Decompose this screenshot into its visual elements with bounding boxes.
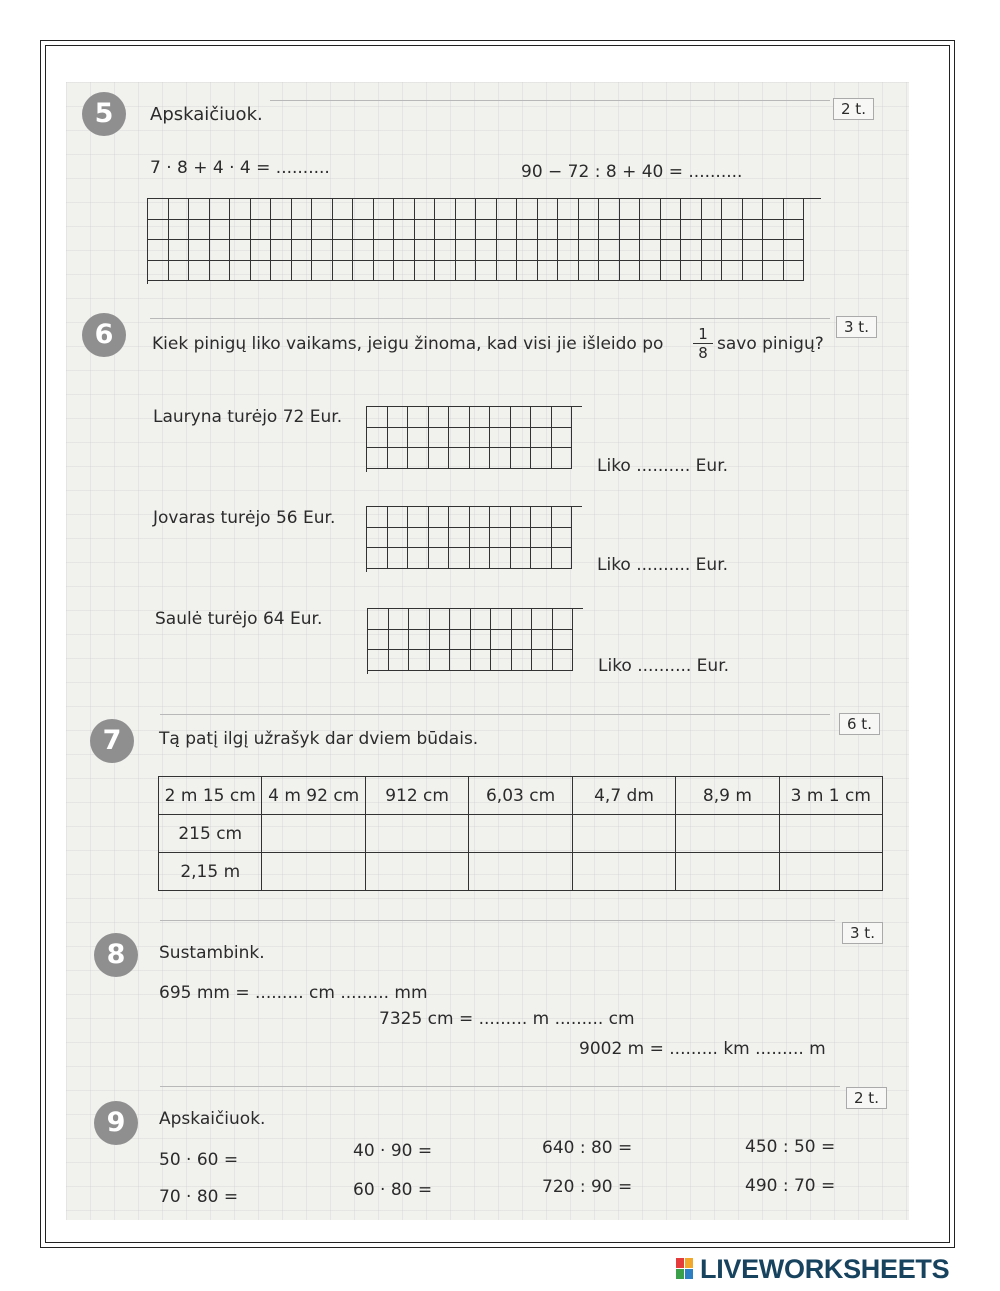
task-5-title: Apskaičiuok. <box>150 104 263 125</box>
task-9-expression[interactable]: 40 · 90 = <box>353 1141 433 1161</box>
liveworksheets-logo-text: LIVEWORKSHEETS <box>700 1254 950 1284</box>
answer-cell[interactable] <box>262 815 365 853</box>
answer-cell[interactable] <box>365 853 468 891</box>
task-9-expression[interactable]: 490 : 70 = <box>745 1176 836 1196</box>
task-6-row-3-grid[interactable] <box>367 608 583 674</box>
task-9-expression[interactable]: 720 : 90 = <box>542 1177 633 1197</box>
task-6-question-end: savo pinigų? <box>717 334 824 354</box>
task-6-row-2-grid[interactable] <box>366 506 582 572</box>
task-6-row-3-label: Saulė turėjo 64 Eur. <box>155 609 323 629</box>
task-6-row-1-answer[interactable]: Liko .......... Eur. <box>597 456 729 476</box>
task-9-expression[interactable]: 450 : 50 = <box>745 1137 836 1157</box>
task-9-title: Apskaičiuok. <box>159 1109 266 1129</box>
task-6-question: Kiek pinigų liko vaikams, jeigu žinoma, kad visi jie išleido po <box>152 334 664 354</box>
table-header-cell: 4,7 dm <box>572 777 675 815</box>
table-cell-example: 2,15 m <box>159 853 262 891</box>
task-8-rule <box>160 920 835 921</box>
table-cell-example: 215 cm <box>159 815 262 853</box>
liveworksheets-logo-icon <box>676 1258 694 1280</box>
answer-cell[interactable] <box>469 815 572 853</box>
table-header-cell: 912 cm <box>365 777 468 815</box>
answer-cell[interactable] <box>365 815 468 853</box>
task-6-number: 6 <box>82 313 126 357</box>
answer-cell[interactable] <box>676 815 779 853</box>
task-8-title: Sustambink. <box>159 943 265 963</box>
task-6-points: 3 t. <box>836 316 877 338</box>
answer-cell[interactable] <box>779 853 882 891</box>
fraction-numerator: 1 <box>698 325 708 343</box>
answer-cell[interactable] <box>572 853 675 891</box>
task-7-number: 7 <box>90 719 134 763</box>
task-7-title: Tą patį ilgį užrašyk dar dviem būdais. <box>159 729 479 749</box>
task-8-line-3[interactable]: 9002 m = ......... km ......... m <box>579 1039 826 1059</box>
task-9-rule <box>160 1086 840 1087</box>
task-5-expression-2: 90 − 72 : 8 + 40 = .......... <box>521 162 743 182</box>
task-6-row-3-answer[interactable]: Liko .......... Eur. <box>598 656 730 676</box>
task-6-rule <box>150 318 830 319</box>
task-9-expression[interactable]: 60 · 80 = <box>353 1180 433 1200</box>
task-9-points: 2 t. <box>846 1087 887 1109</box>
task-5-answer-grid[interactable] <box>147 198 821 284</box>
task-8-line-1[interactable]: 695 mm = ......... cm ......... mm <box>159 983 428 1003</box>
answer-cell[interactable] <box>779 815 882 853</box>
task-9-expression[interactable]: 70 · 80 = <box>159 1187 239 1207</box>
task-8-line-2[interactable]: 7325 cm = ......... m ......... cm <box>379 1009 635 1029</box>
task-5-rule <box>270 100 830 101</box>
table-header-cell: 2 m 15 cm <box>159 777 262 815</box>
task-6-row-2-answer[interactable]: Liko .......... Eur. <box>597 555 729 575</box>
task-5-expression-1: 7 · 8 + 4 · 4 = .......... <box>150 158 330 178</box>
task-9-number: 9 <box>94 1101 138 1145</box>
task-7-points: 6 t. <box>839 713 880 735</box>
task-8-points: 3 t. <box>842 922 883 944</box>
table-header-cell: 8,9 m <box>676 777 779 815</box>
task-6-row-1-grid[interactable] <box>366 406 582 472</box>
task-6-row-1-label: Lauryna turėjo 72 Eur. <box>153 407 343 427</box>
task-7-rule <box>160 714 830 715</box>
table-header-cell: 4 m 92 cm <box>262 777 365 815</box>
table-header-cell: 3 m 1 cm <box>779 777 882 815</box>
task-6-row-2-label: Jovaras turėjo 56 Eur. <box>153 508 336 528</box>
answer-cell[interactable] <box>676 853 779 891</box>
task-5-number: 5 <box>82 92 126 136</box>
fraction-denominator: 8 <box>698 344 708 362</box>
task-5-points: 2 t. <box>833 98 874 120</box>
table-header-cell: 6,03 cm <box>469 777 572 815</box>
task-9-expression[interactable]: 640 : 80 = <box>542 1138 633 1158</box>
task-9-expression[interactable]: 50 · 60 = <box>159 1150 239 1170</box>
answer-cell[interactable] <box>262 853 365 891</box>
fraction-one-eighth <box>693 326 713 361</box>
length-table <box>158 776 883 891</box>
answer-cell[interactable] <box>572 815 675 853</box>
answer-cell[interactable] <box>469 853 572 891</box>
task-8-number: 8 <box>94 933 138 977</box>
